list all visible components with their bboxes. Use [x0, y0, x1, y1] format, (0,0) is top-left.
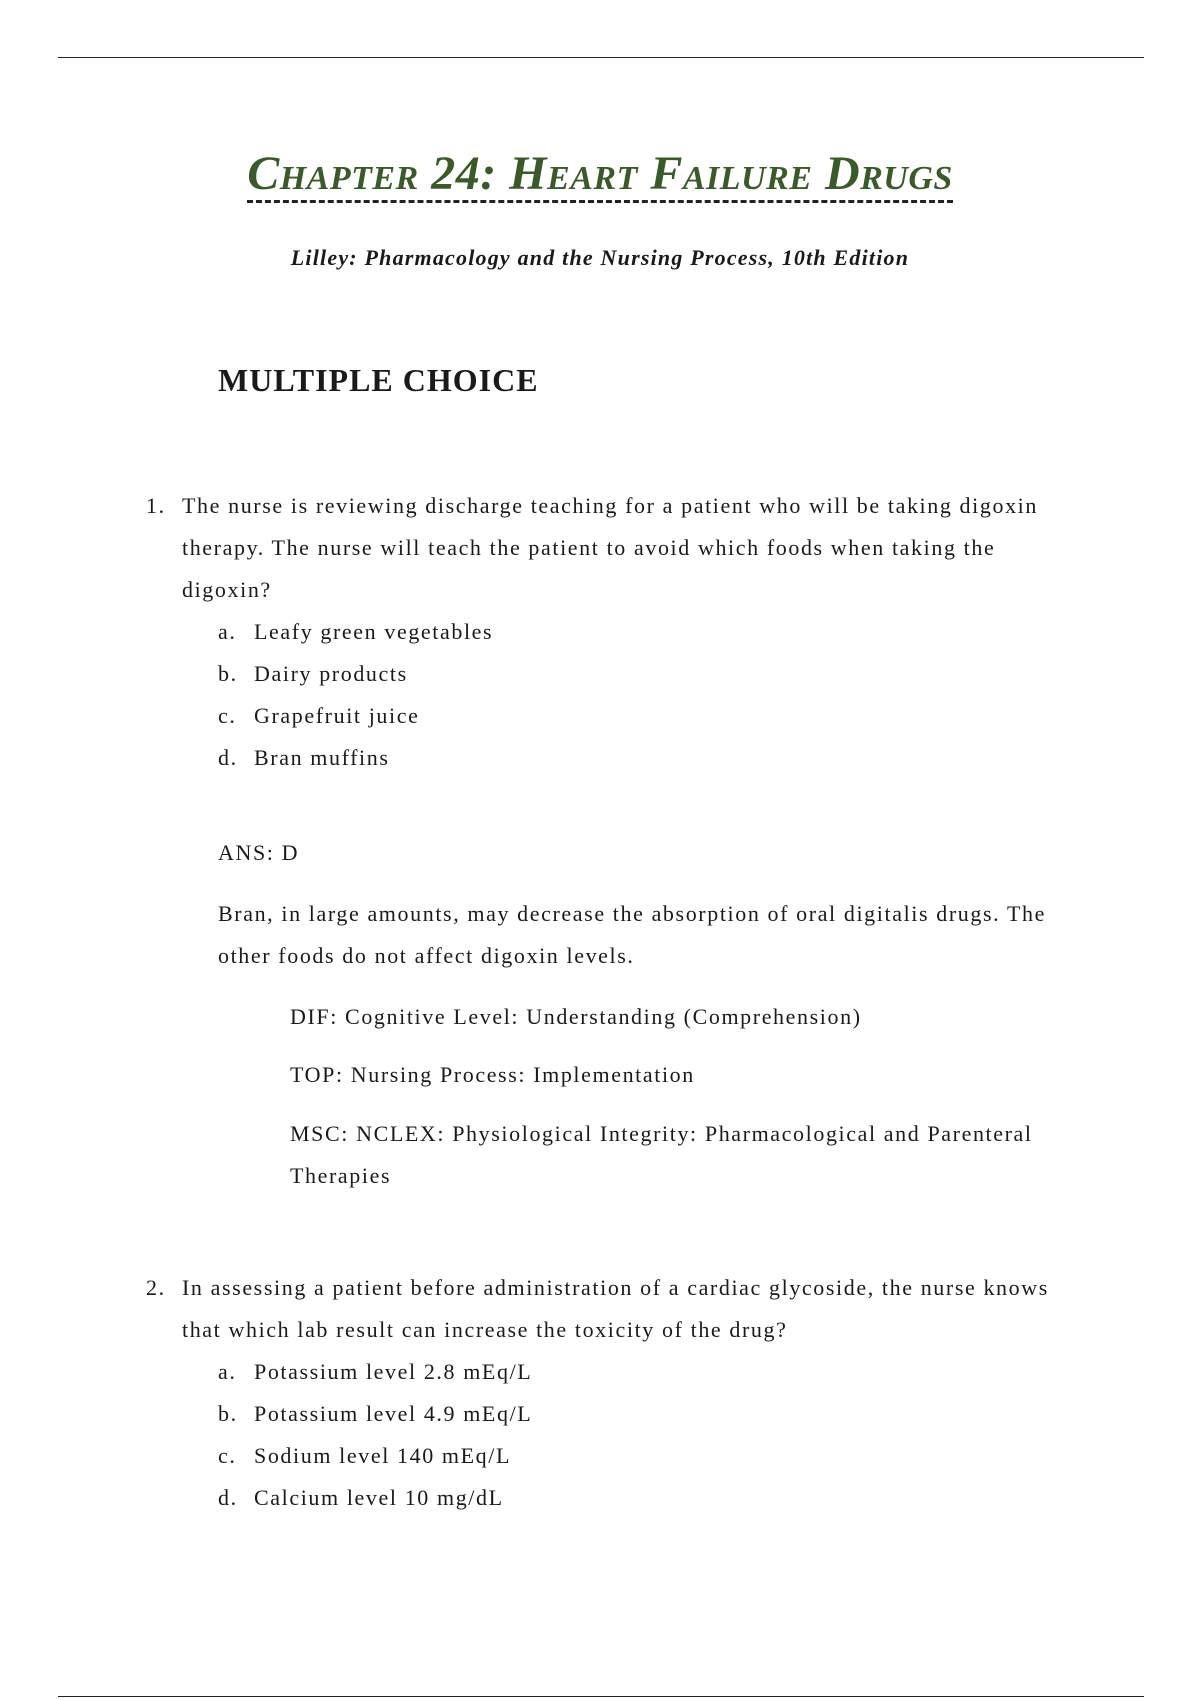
option-letter: a.	[218, 1359, 237, 1384]
option-item	[218, 1351, 1066, 1393]
question-2	[146, 1267, 1066, 1519]
option-item	[218, 1393, 1066, 1435]
difficulty-tag: DIF: Cognitive Level: Understanding (Comprehension)	[290, 1004, 862, 1029]
book-subtitle: Lilley: Pharmacology and the Nursing Process, 10th Edition	[290, 245, 910, 270]
option-letter: b.	[218, 661, 238, 686]
nclex-tag: MSC: NCLEX: Physiological Integrity: Pharmacological and Parenteral Therapies	[290, 1121, 1033, 1188]
option-item	[218, 695, 1066, 737]
title-container	[0, 147, 1200, 203]
question-stem: The nurse is reviewing discharge teaching for a patient who will be taking digoxin therapy. The nurse will teach the patient to avoid which foods when taking the digoxin?	[182, 493, 1038, 602]
option-text: Calcium level 10 mg/dL	[254, 1485, 504, 1510]
option-text: Potassium level 2.8 mEq/L	[254, 1359, 533, 1384]
question-number: 2.	[146, 1275, 166, 1300]
option-text: Dairy products	[254, 661, 408, 686]
question-number: 1.	[146, 493, 166, 518]
question-stem: In assessing a patient before administration of a cardiac glycoside, the nurse knows that which lab result can increase the toxicity of the drug?	[182, 1275, 1049, 1342]
option-letter: b.	[218, 1401, 238, 1426]
question-1	[146, 485, 1066, 779]
options-list	[218, 1351, 1066, 1519]
chapter-title: Chapter 24: Heart Failure Drugs	[247, 150, 953, 203]
option-letter: c.	[218, 703, 237, 728]
options-list	[218, 611, 1066, 779]
option-letter: d.	[218, 1485, 238, 1510]
option-letter: d.	[218, 745, 238, 770]
option-letter: a.	[218, 619, 237, 644]
option-item	[218, 611, 1066, 653]
option-letter: c.	[218, 1443, 237, 1468]
bottom-rule	[58, 1696, 1144, 1697]
section-heading: MULTIPLE CHOICE	[218, 362, 539, 398]
answer-rationale: Bran, in large amounts, may decrease the absorption of oral digitalis drugs. The other foods do not affect digoxin levels.	[218, 901, 1046, 968]
option-text: Grapefruit juice	[254, 703, 420, 728]
option-item	[218, 737, 1066, 779]
answer-key: ANS: D	[218, 840, 300, 865]
option-text: Bran muffins	[254, 745, 390, 770]
option-item	[218, 1477, 1066, 1519]
option-text: Potassium level 4.9 mEq/L	[254, 1401, 533, 1426]
option-text: Sodium level 140 mEq/L	[254, 1443, 512, 1468]
option-item	[218, 1435, 1066, 1477]
option-item	[218, 653, 1066, 695]
topic-tag: TOP: Nursing Process: Implementation	[290, 1062, 695, 1087]
option-text: Leafy green vegetables	[254, 619, 494, 644]
top-rule	[58, 57, 1144, 58]
